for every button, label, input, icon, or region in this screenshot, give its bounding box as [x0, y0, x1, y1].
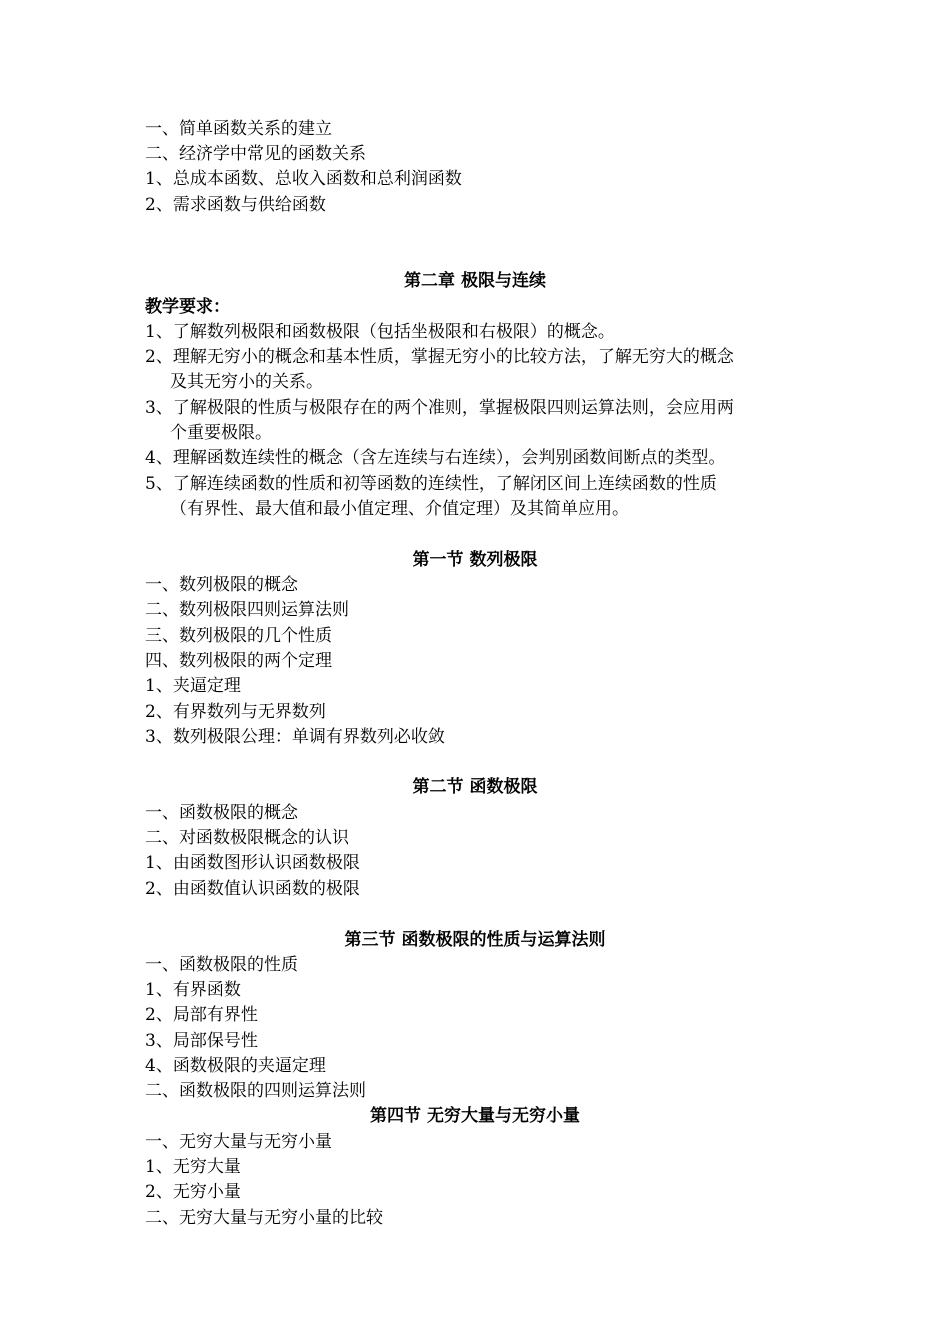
list-item: 1、有界函数 — [145, 980, 241, 1000]
list-item: 1、总成本函数、总收入函数和总利润函数 — [145, 169, 462, 189]
list-item: 一、无穷大量与无穷小量 — [145, 1132, 332, 1152]
list-item: 1、由函数图形认识函数极限 — [145, 853, 360, 873]
list-item: 三、数列极限的几个性质 — [145, 626, 332, 646]
list-item: 2、需求函数与供给函数 — [145, 195, 326, 215]
list-item: 二、无穷大量与无穷小量的比较 — [145, 1208, 383, 1228]
requirement-item: 5、了解连续函数的性质和初等函数的连续性，了解闭区间上连续函数的性质 — [145, 474, 717, 494]
list-item: 3、数列极限公理：单调有界数列必收敛 — [145, 727, 445, 747]
requirement-item-continuation: （有界性、最大值和最小值定理、介值定理）及其简单应用。 — [170, 499, 629, 519]
list-item: 一、函数极限的性质 — [145, 955, 298, 975]
list-item: 二、对函数极限概念的认识 — [145, 828, 349, 848]
requirement-item-continuation: 个重要极限。 — [170, 423, 272, 443]
requirement-item: 2、理解无穷小的概念和基本性质，掌握无穷小的比较方法，了解无穷大的概念 — [145, 347, 734, 367]
list-item: 一、简单函数关系的建立 — [145, 119, 332, 139]
list-item: 4、函数极限的夹逼定理 — [145, 1056, 326, 1076]
requirements-label: 教学要求： — [145, 297, 230, 317]
list-item: 1、夹逼定理 — [145, 676, 241, 696]
list-item: 二、经济学中常见的函数关系 — [145, 144, 366, 164]
list-item: 二、函数极限的四则运算法则 — [145, 1081, 366, 1101]
list-item: 3、局部保号性 — [145, 1031, 258, 1051]
list-item: 四、数列极限的两个定理 — [145, 651, 332, 671]
list-item: 2、有界数列与无界数列 — [145, 702, 326, 722]
requirement-item: 1、了解数列极限和函数极限（包括坐极限和右极限）的概念。 — [145, 322, 615, 342]
requirement-item: 3、了解极限的性质与极限存在的两个准则，掌握极限四则运算法则，会应用两 — [145, 398, 734, 418]
list-item: 1、无穷大量 — [145, 1157, 241, 1177]
requirement-item: 4、理解函数连续性的概念（含左连续与右连续），会判别函数间断点的类型。 — [145, 448, 726, 468]
section-title: 第四节 无穷大量与无穷小量 — [370, 1106, 580, 1126]
list-item: 一、数列极限的概念 — [145, 575, 298, 595]
list-item: 2、由函数值认识函数的极限 — [145, 879, 360, 899]
requirement-item-continuation: 及其无穷小的关系。 — [170, 372, 323, 392]
list-item: 2、局部有界性 — [145, 1005, 258, 1025]
section-title: 第二节 函数极限 — [412, 777, 538, 797]
list-item: 一、函数极限的概念 — [145, 803, 298, 823]
chapter-title: 第二章 极限与连续 — [404, 271, 546, 291]
list-item: 2、无穷小量 — [145, 1182, 241, 1202]
list-item: 二、数列极限四则运算法则 — [145, 600, 349, 620]
section-title: 第一节 数列极限 — [412, 550, 538, 570]
section-title: 第三节 函数极限的性质与运算法则 — [344, 930, 606, 950]
